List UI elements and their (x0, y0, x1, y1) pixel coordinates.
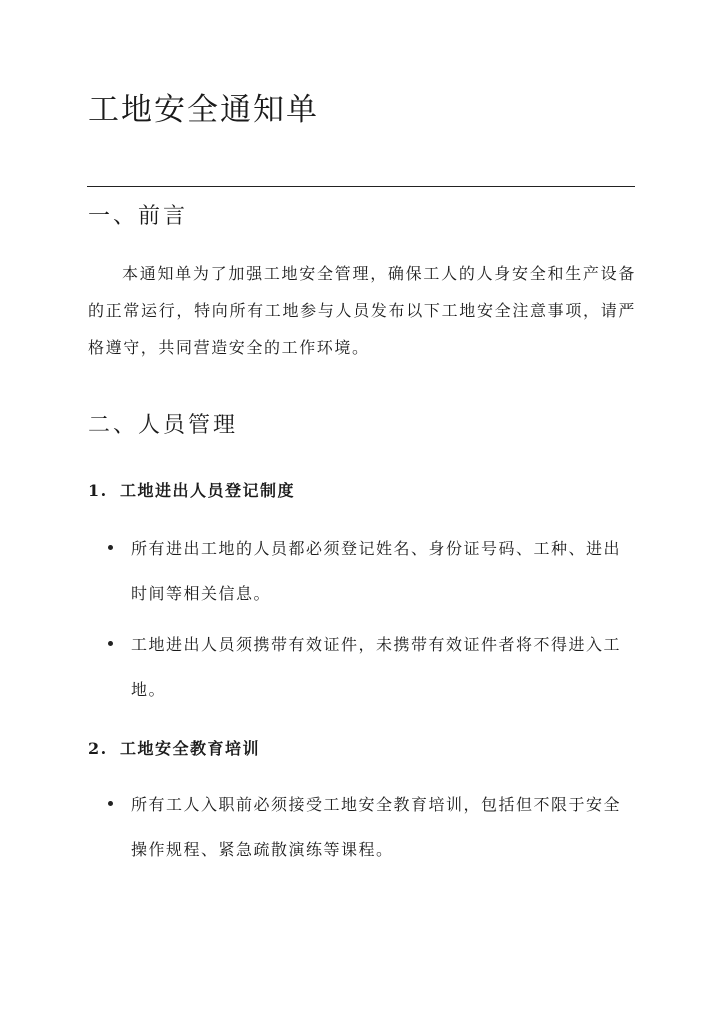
list-item-text: 所有进出工地的人员都必须登记姓名、身份证号码、工种、进出时间等相关信息。 (131, 539, 622, 603)
document-title: 工地安全通知单 (88, 92, 319, 128)
bullet-icon (108, 545, 113, 550)
bullet-icon (108, 801, 113, 806)
list-item-text: 所有工人入职前必须接受工地安全教育培训，包括但不限于安全操作规程、紧急疏散演练等课程。 (131, 795, 622, 859)
bullet-icon (108, 641, 113, 646)
subsection-number: 2. (88, 739, 108, 758)
preface-paragraph: 本通知单为了加强工地安全管理，确保工人的人身安全和生产设备的正常运行，特向所有工地参与人员发布以下工地安全注意事项，请严格遵守，共同营造安全的工作环境。 (88, 264, 636, 357)
subsection-title: 工地进出人员登记制度 (120, 481, 296, 500)
subsection-heading-training (88, 736, 260, 759)
section-heading-preface: 一、前言 (88, 204, 189, 229)
list-item-text: 工地进出人员须携带有效证件，未携带有效证件者将不得进入工地。 (131, 635, 622, 699)
list-item (104, 526, 624, 616)
title-divider (87, 186, 635, 187)
subsection-title: 工地安全教育培训 (120, 739, 261, 758)
subsection-number: 1. (88, 481, 108, 500)
list-item (104, 622, 624, 712)
section-heading-personnel: 二、人员管理 (88, 413, 239, 438)
subsection-heading-registration (88, 478, 295, 501)
list-item (104, 782, 624, 872)
